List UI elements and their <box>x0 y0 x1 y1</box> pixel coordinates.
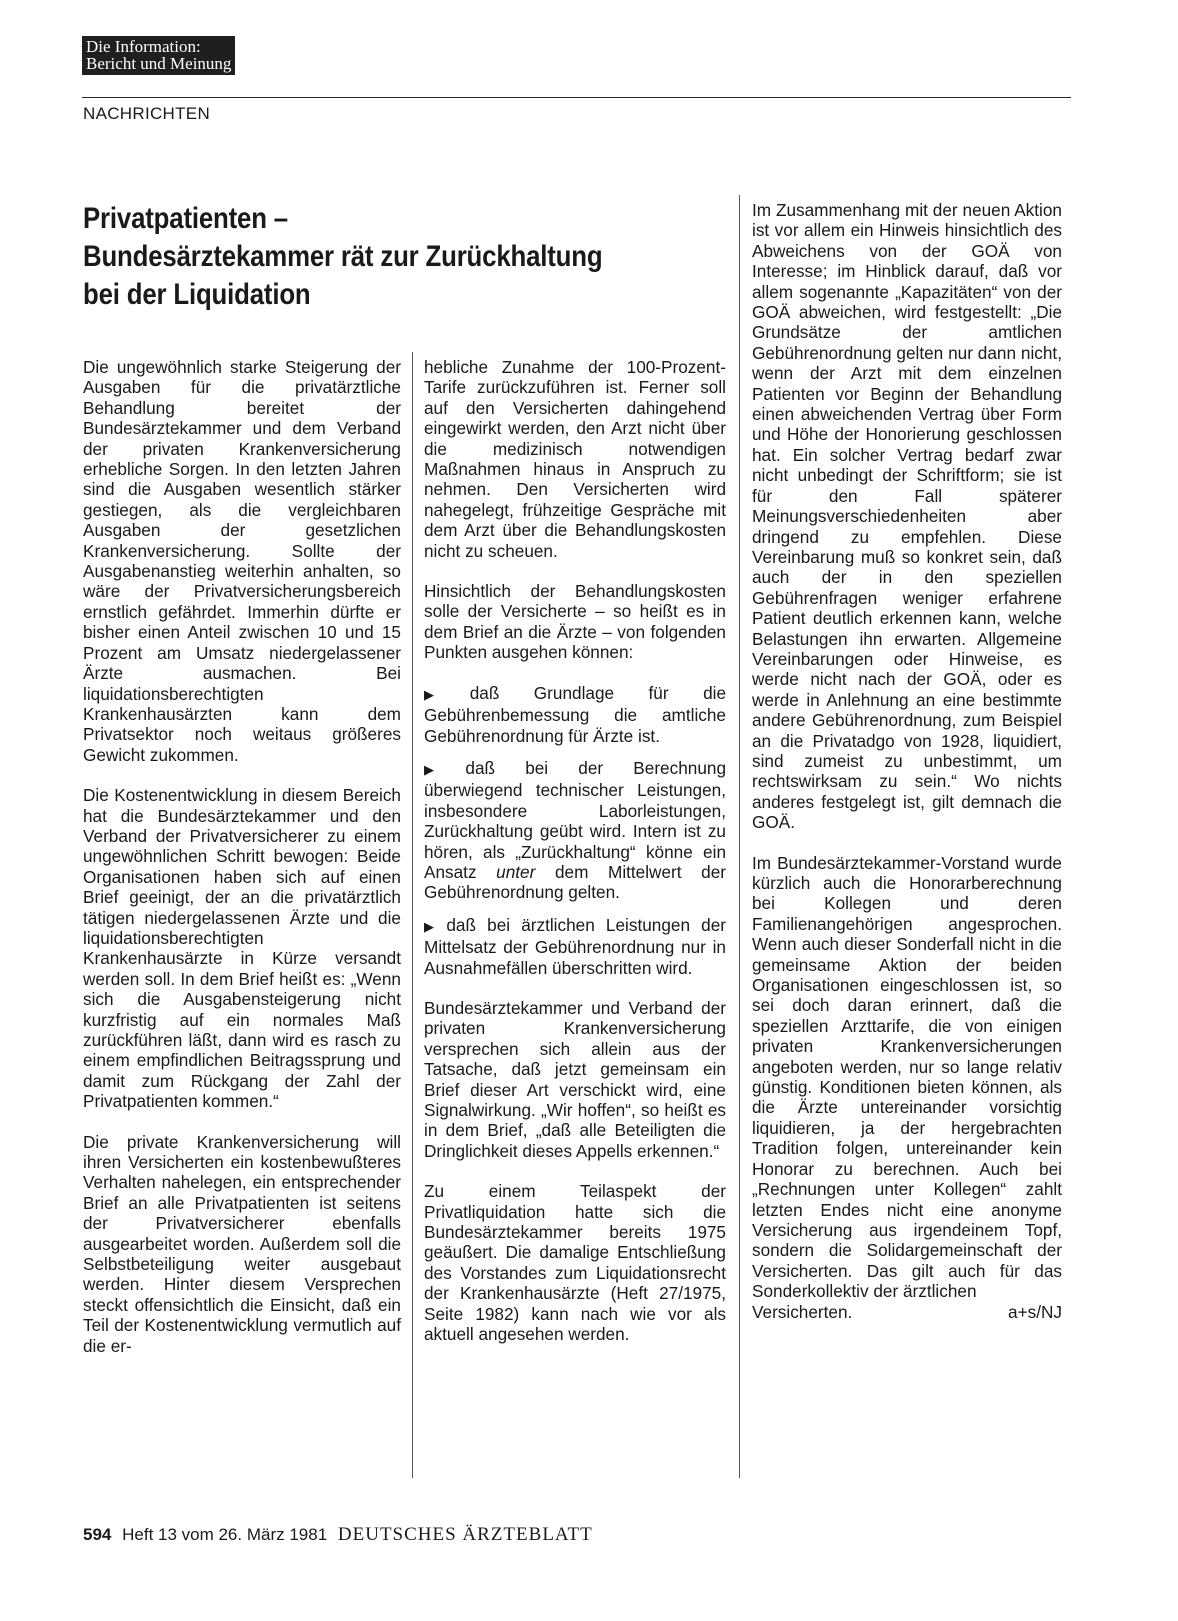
col1-paragraph-3: Die private Krankenversicherung will ihren Versicherten ein kostenbewußteres Verhalten nahelegen, ein entsprechender Brief an alle Privatpatienten ist seitens der Privatversicherer ebenfalls ausgearbeitet worden. Außerdem soll die Selbstbeteiligung weiter ausgebaut werden. Hinter diesem Versprechen steckt offensichtlich die Einsicht, daß ein Teil der Kostenentwicklung vermutlich auf die er- <box>83 1131 401 1356</box>
col3-last-word: Versicherten. <box>752 1301 853 1322</box>
section-label-line2: Bericht und Meinung <box>86 54 232 73</box>
article-headline <box>83 200 651 314</box>
column-1 <box>83 357 401 1376</box>
col2-paragraph-2: Hinsichtlich der Behandlungskosten solle der Versicherte – so heißt es in dem Brief an die Ärzte – von folgenden Punkten ausgehen können: <box>424 581 726 663</box>
author-signature: a+s/NJ <box>1008 1301 1062 1322</box>
bullet-text-2a: daß bei der Berechnung überwiegend technischer Leistungen, insbesondere Laborleistungen, Zurückhaltung geübt wird. Intern ist zu hören, als „Zurückhaltung“ könne ein Ansatz <box>424 757 727 882</box>
col3-last-line <box>752 1302 1062 1322</box>
bullet-item-2 <box>424 758 726 903</box>
col3-paragraph-1: Im Zusammenhang mit der neuen Aktion ist vor allem ein Hinweis hinsichtlich des Abweichens von der GOÄ von Interesse; im Hinblick darauf, daß vor allem sogenannte „Kapazitäten“ von der GOÄ abweichen, wird festgestellt: „Die Grundsätze der amtlichen Gebührenordnung gelten nur dann nicht, wenn der Arzt mit dem einzelnen Patienten vor Beginn der Behandlung einen abweichenden Vertrag über Form und Höhe der Honorierung geschlossen hat. Ein solcher Vertrag bedarf zwar nicht unbedingt der Schriftform; sie ist für den Fall späterer Meinungsverschiedenheiten aber dringend zu empfehlen. Diese Vereinbarung muß so konkret sein, daß auch der in den speziellen Gebührenfragen weniger erfahrene Patient deutlich erkennen kann, welche Belastungen ihn erwarten. Allgemeine Vereinbarungen oder Hinweise, es werde nicht nach der GOÄ, oder es werde in Anlehnung an eine bestimmte andere Gebührenordnung, zum Beispiel an die Privatadgo von 1928, liquidiert, sind zumeist zu unbestimmt, um rechtswirksam zu sein.“ Wo nichts anderes festgelegt ist, gilt demnach die GOÄ. <box>752 200 1062 833</box>
col1-paragraph-1: Die ungewöhnlich starke Steigerung der Ausgaben für die privatärztliche Behandlung bereitet der Bundesärztekammer und dem Verband der privaten Krankenversicherung erhebliche Sorgen. In den letzten Jahren sind die Ausgaben wesentlich stärker gestiegen, als die vergleichbaren Ausgaben der gesetzlichen Krankenversicherung. Sollte der Ausgabenanstieg weiterhin anhalten, so wäre der Privatversicherungsbereich ernstlich gefährdet. Immerhin dürfte er bisher einen Anteil zwischen 10 und 15 Prozent am Umsatz niedergelassener Ärzte ausmachen. Bei liquidationsberechtigten Krankenhausärzten kann dem Privatsektor noch weitaus größeres Gewicht zukommen. <box>83 357 401 765</box>
bullet-triangle-icon: ▶ <box>424 918 441 934</box>
bullet-triangle-icon: ▶ <box>424 686 464 702</box>
page-footer <box>83 1524 593 1546</box>
page-number: 594 <box>83 1525 112 1544</box>
rubric: NACHRICHTEN <box>83 104 211 123</box>
bullet-text-3: daß bei ärztlichen Leistungen der Mittelsatz der Gebührenordnung nur in Ausnahmefällen überschritten wird. <box>424 914 727 978</box>
bullet-item-3 <box>424 915 726 978</box>
col2-paragraph-1: hebliche Zunahme der 100-Prozent-Tarife zurückzuführen ist. Ferner soll auf den Versicherten dahingehend eingewirkt werden, den Arzt nicht über die medizinisch notwendigen Maßnahmen hinaus in Anspruch zu nehmen. Den Versicherten wird nahegelegt, frühzeitige Gespräche mit dem Arzt über die Behandlungskosten nicht zu scheuen. <box>424 357 726 561</box>
issue-info: Heft 13 vom 26. März 1981 <box>122 1525 328 1544</box>
bullet-text-2-emphasis: unter <box>496 861 536 882</box>
col1-paragraph-2: Die Kostenentwicklung in diesem Bereich hat die Bundesärztekammer und den Verband der Privatversicherer zu einem ungewöhnlichen Schritt bewogen: Beide Organisationen haben sich auf einen Brief geeinigt, der an die privatärztlich tätigen niedergelassenen Ärzte und die liquidationsberechtigten Krankenhausärzte in Kürze versandt werden soll. In dem Brief heißt es: „Wenn sich die Ausgabensteigerung nicht kurzfristig auf ein normales Maß zurückführen läßt, dann wird es rasch zu einem empfindlichen Beitragssprung und damit zum Rückgang der Zahl der Privatpatienten kommen.“ <box>83 785 401 1112</box>
column-divider-1 <box>412 352 413 1478</box>
column-3 <box>752 200 1062 1322</box>
bullet-text-1: daß Grundlage für die Gebührenbemessung die amtliche Gebührenordnung für Ärzte ist. <box>424 682 727 746</box>
section-label <box>82 36 235 75</box>
bullet-item-1 <box>424 683 726 746</box>
col2-paragraph-4: Zu einem Teilaspekt der Privatliquidation hatte sich die Bundesärztekammer bereits 1975 geäußert. Die damalige Entschließung des Vorstandes zum Liquidationsrecht der Krankenhausärzte (Heft 27/1975, Seite 1982) kann nach wie vor als aktuell angesehen werden. <box>424 1181 726 1345</box>
headline-line-2: Bundesärztekammer rät zur Zurückhaltung <box>83 240 603 273</box>
bullet-text-2b: dem Mittelwert der Gebührenordnung gelten. <box>424 861 726 903</box>
col2-paragraph-3: Bundesärztekammer und Verband der privaten Krankenversicherung versprechen sich allein aus der Tatsache, daß jetzt gemeinsam ein Brief dieser Art verschickt wird, eine Signalwirkung. „Wir hoffen“, so heißt es in dem Brief, „daß alle Beteiligten die Dringlichkeit dieses Appells erkennen.“ <box>424 997 726 1161</box>
headline-line-3: bei der Liquidation <box>83 278 311 311</box>
headline-line-1: Privatpatienten – <box>83 202 288 235</box>
col3-paragraph-2: Im Bundesärztekammer-Vorstand wurde kürzlich auch die Honorarberechnung bei Kollegen und deren Familienangehörigen angesprochen. Wenn auch dieser Sonderfall nicht in die gemeinsame Aktion der beiden Organisationen eingeschlossen ist, so sei doch daran erinnert, daß die speziellen Arzttarife, die von einigen privaten Krankenversicherungen angeboten werden, nur so lange relativ günstig. Konditionen bieten können, als die Ärzte untereinander vorsichtig liquidieren, ja der hergebrachten Tradition folgen, untereinander kein Honorar zu berechnen. Auch bei „Rechnungen unter Kollegen“ zahlt letzten Endes nicht eine anonyme Versicherung aus irgendeinem Topf, sondern die Solidargemeinschaft der Versicherten. Das gilt auch für das Sonderkollektiv der ärztlichen <box>752 852 1062 1302</box>
journal-name: DEUTSCHES ÄRZTEBLATT <box>337 1524 593 1545</box>
bullet-triangle-icon: ▶ <box>424 761 460 777</box>
column-divider-2 <box>739 195 740 1478</box>
column-2 <box>424 357 726 1364</box>
header-rule <box>82 97 1071 98</box>
section-label-line1: Die Information: <box>86 37 201 56</box>
